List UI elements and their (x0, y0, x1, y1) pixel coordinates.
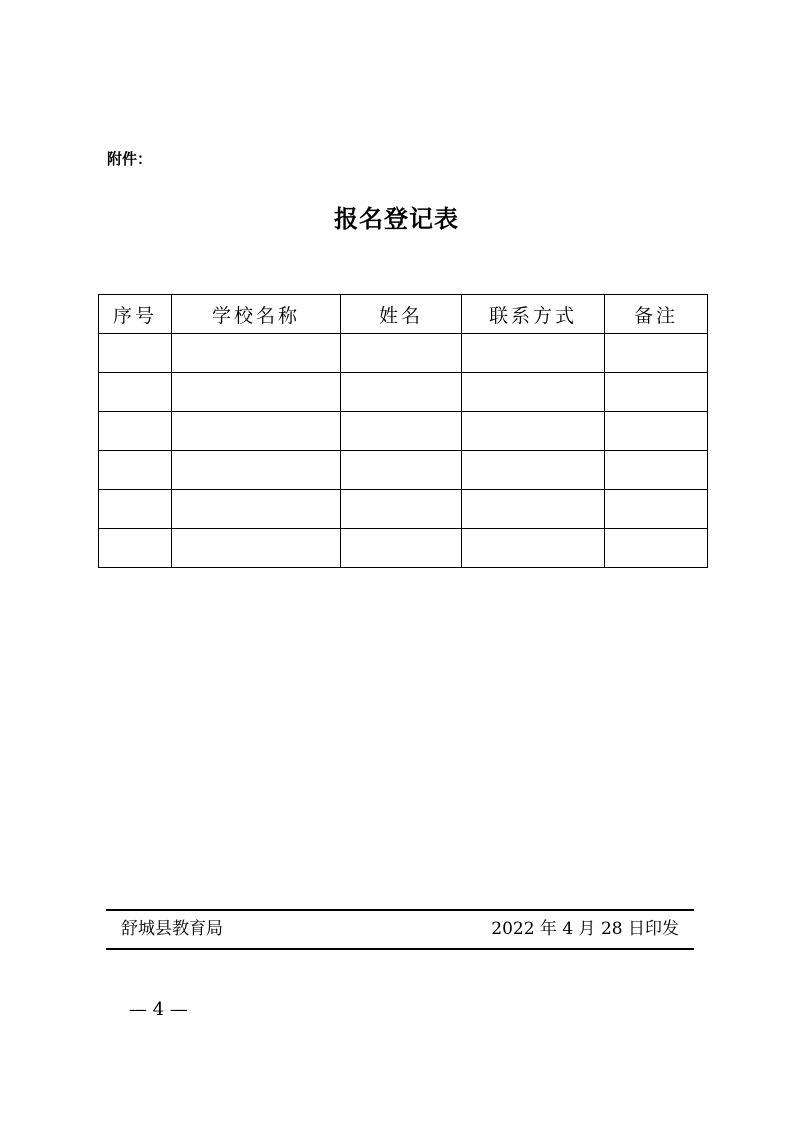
table-cell (172, 373, 341, 412)
document-title: 报名登记表 (334, 204, 459, 233)
table-cell (99, 451, 172, 490)
table-cell (172, 529, 341, 568)
footer-issue-date: 2022 年 4 月 28 日印发 (491, 919, 679, 939)
table-cell (462, 529, 605, 568)
header-school-name: 学校名称 (172, 295, 341, 334)
table-cell (605, 373, 708, 412)
table-cell (99, 334, 172, 373)
table-cell (341, 451, 462, 490)
table-cell (462, 334, 605, 373)
table-row (99, 529, 708, 568)
table-cell (462, 373, 605, 412)
table-cell (341, 412, 462, 451)
table-cell (341, 334, 462, 373)
table-cell (172, 490, 341, 529)
table-header-row (99, 295, 708, 334)
table-cell (99, 412, 172, 451)
table-cell (462, 451, 605, 490)
attachment-label: 附件： (107, 150, 153, 168)
table-cell (605, 529, 708, 568)
table-cell (99, 373, 172, 412)
table-row (99, 334, 708, 373)
table-cell (172, 412, 341, 451)
registration-table (98, 294, 708, 568)
header-name: 姓名 (341, 295, 462, 334)
table-cell (341, 373, 462, 412)
table-row (99, 451, 708, 490)
table-cell (462, 490, 605, 529)
header-remark: 备注 (605, 295, 708, 334)
table-cell (172, 451, 341, 490)
table-cell (99, 490, 172, 529)
footer-top-rule (106, 909, 694, 911)
table-row (99, 412, 708, 451)
table-cell (605, 490, 708, 529)
table-row (99, 373, 708, 412)
table-cell (605, 412, 708, 451)
header-seq: 序号 (99, 295, 172, 334)
footer-bottom-rule (106, 948, 694, 950)
table-cell (462, 412, 605, 451)
table-cell (605, 451, 708, 490)
table-cell (341, 490, 462, 529)
table-cell (99, 529, 172, 568)
footer-issuer: 舒城县教育局 (121, 919, 223, 939)
table-row (99, 490, 708, 529)
page-number: — 4 — (129, 999, 188, 1020)
table-cell (172, 334, 341, 373)
table-cell (341, 529, 462, 568)
table-cell (605, 334, 708, 373)
header-contact: 联系方式 (462, 295, 605, 334)
